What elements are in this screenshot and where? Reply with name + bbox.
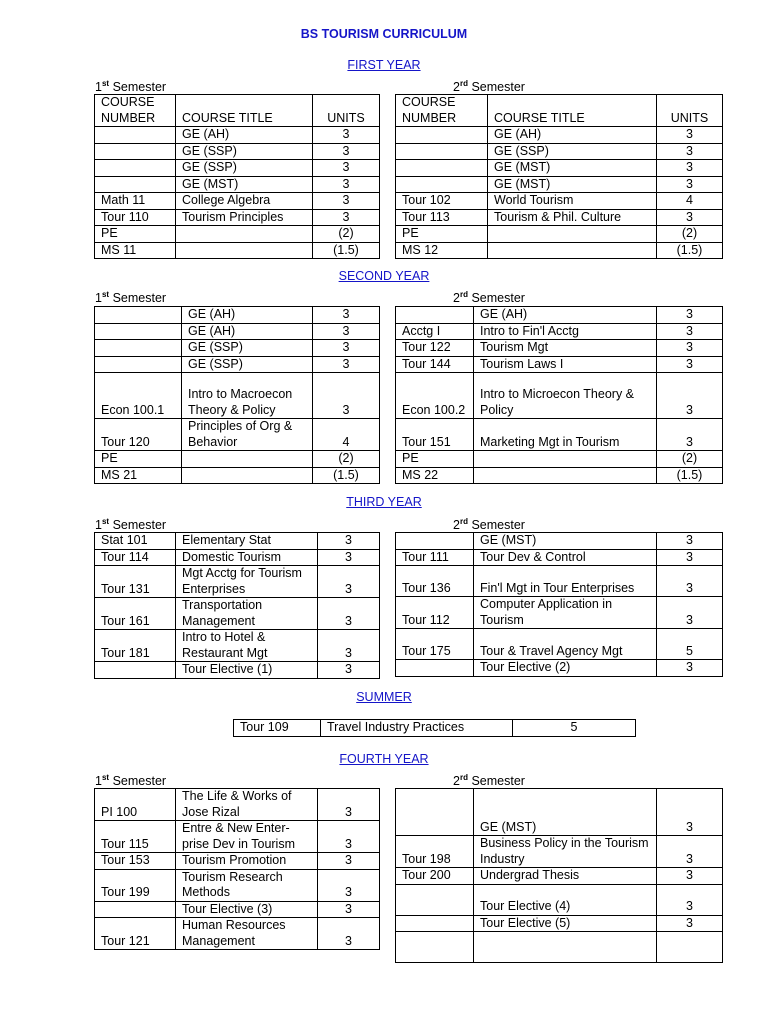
table-row <box>396 160 723 177</box>
course-units: 3 <box>657 549 723 566</box>
course-title: Human Resources Management <box>176 918 318 950</box>
course-number <box>95 356 182 373</box>
table-header-row <box>95 95 380 127</box>
course-number: MS 11 <box>95 242 176 259</box>
course-number: Tour 198 <box>396 836 474 868</box>
course-number <box>396 143 488 160</box>
course-number <box>95 143 176 160</box>
table-row <box>396 340 723 357</box>
table-row <box>396 419 723 451</box>
course-title: Intro to Macroecon Theory & Policy <box>182 373 313 419</box>
course-title <box>182 451 313 468</box>
course-units: 3 <box>313 373 380 419</box>
course-number: Tour 112 <box>396 597 474 629</box>
course-number: MS 21 <box>95 467 182 484</box>
course-title: GE (AH) <box>182 323 313 340</box>
table-row <box>396 915 723 932</box>
course-units: 3 <box>313 160 380 177</box>
course-title: Principles of Org & Behavior <box>182 419 313 451</box>
table-header-row <box>396 95 723 127</box>
course-title: Tour Elective (3) <box>176 901 318 918</box>
course-title: Tourism & Phil. Culture <box>488 209 657 226</box>
y4-sem1-label: 1st Semester <box>95 773 167 789</box>
y3-sem2-label: 2rd Semester <box>453 517 525 533</box>
course-number <box>95 160 176 177</box>
course-units: 3 <box>657 127 723 144</box>
course-title <box>182 467 313 484</box>
course-number: Tour 113 <box>396 209 488 226</box>
course-units: 4 <box>313 419 380 451</box>
course-units: 4 <box>657 193 723 210</box>
course-units: 3 <box>657 868 723 885</box>
course-title: GE (AH) <box>488 127 657 144</box>
course-number: Tour 111 <box>396 549 474 566</box>
table-row <box>95 323 380 340</box>
y3-sem1-table <box>94 532 380 679</box>
table-row <box>396 373 723 419</box>
course-number: Tour 102 <box>396 193 488 210</box>
course-title: Domestic Tourism <box>176 549 318 566</box>
course-title: GE (SSP) <box>488 143 657 160</box>
course-number: Tour 161 <box>95 598 176 630</box>
header-course-title: COURSE TITLE <box>488 95 657 127</box>
course-number: Tour 121 <box>95 918 176 950</box>
course-units: 3 <box>313 307 380 324</box>
course-units: (2) <box>313 226 380 243</box>
course-units: 3 <box>657 323 723 340</box>
table-row <box>95 853 380 870</box>
course-units: 3 <box>657 836 723 868</box>
table-row <box>396 176 723 193</box>
course-units: 5 <box>513 720 636 737</box>
course-number: PE <box>95 451 182 468</box>
course-title: GE (AH) <box>474 307 657 324</box>
course-number <box>95 662 176 679</box>
course-number: Tour 131 <box>95 566 176 598</box>
course-number: Econ 100.2 <box>396 373 474 419</box>
course-units: 3 <box>657 566 723 597</box>
course-units: 3 <box>657 143 723 160</box>
course-units: 3 <box>318 598 380 630</box>
table-row <box>234 720 636 737</box>
course-title: Entre & New Enter-prise Dev in Tourism <box>176 821 318 853</box>
course-title: Mgt Acctg for Tourism Enterprises <box>176 566 318 598</box>
course-number <box>396 533 474 550</box>
course-number <box>396 884 474 915</box>
course-title: Intro to Microecon Theory & Policy <box>474 373 657 419</box>
table-row <box>396 209 723 226</box>
course-title: Tour Dev & Control <box>474 549 657 566</box>
header-course-number: COURSE NUMBER <box>95 95 176 127</box>
course-title: GE (MST) <box>488 160 657 177</box>
header-course-title: COURSE TITLE <box>176 95 313 127</box>
header-units: UNITS <box>313 95 380 127</box>
course-units: (2) <box>313 451 380 468</box>
course-units: 3 <box>318 549 380 566</box>
course-title: Tourism Promotion <box>176 853 318 870</box>
summer-heading: SUMMER <box>356 690 412 704</box>
course-title: The Life & Works of Jose Rizal <box>176 789 318 821</box>
course-units: 3 <box>318 901 380 918</box>
course-number <box>396 789 474 836</box>
course-number <box>396 176 488 193</box>
course-number: Tour 181 <box>95 630 176 662</box>
course-title: World Tourism <box>488 193 657 210</box>
y2-sem2-label: 2rd Semester <box>453 290 525 306</box>
course-units: 3 <box>313 176 380 193</box>
course-number: Tour 109 <box>234 720 321 737</box>
course-title: GE (MST) <box>488 176 657 193</box>
course-title: GE (AH) <box>176 127 313 144</box>
course-units: 3 <box>313 340 380 357</box>
course-title: Undergrad Thesis <box>474 868 657 885</box>
table-row <box>95 419 380 451</box>
table-row <box>396 549 723 566</box>
course-number: Tour 120 <box>95 419 182 451</box>
y1-sem1-table <box>94 94 380 259</box>
course-units: 5 <box>657 629 723 660</box>
table-row <box>396 629 723 660</box>
y4-sem2-table <box>395 788 723 963</box>
table-row <box>396 356 723 373</box>
course-units: 3 <box>318 533 380 550</box>
course-units: 3 <box>318 566 380 598</box>
y1-sem2-table <box>395 94 723 259</box>
table-row <box>396 127 723 144</box>
course-units: 3 <box>318 853 380 870</box>
course-title: Tourism Laws I <box>474 356 657 373</box>
course-title: Intro to Hotel & Restaurant Mgt <box>176 630 318 662</box>
header-course-number: COURSE NUMBER <box>396 95 488 127</box>
course-title: Tour Elective (5) <box>474 915 657 932</box>
course-title: Intro to Fin'l Acctg <box>474 323 657 340</box>
table-row <box>95 340 380 357</box>
table-row <box>396 143 723 160</box>
course-units: (1.5) <box>657 467 723 484</box>
course-units: 3 <box>318 821 380 853</box>
table-row <box>95 630 380 662</box>
table-row <box>396 467 723 484</box>
course-title: Computer Application in Tourism <box>474 597 657 629</box>
course-title: Travel Industry Practices <box>321 720 513 737</box>
course-units: 3 <box>313 127 380 144</box>
course-title: Fin'l Mgt in Tour Enterprises <box>474 566 657 597</box>
course-title: Tourism Principles <box>176 209 313 226</box>
course-title: College Algebra <box>176 193 313 210</box>
y3-sem2-table <box>395 532 723 677</box>
table-row <box>396 451 723 468</box>
course-title <box>176 226 313 243</box>
table-row <box>396 597 723 629</box>
course-units: 3 <box>318 869 380 901</box>
table-row <box>95 549 380 566</box>
y2-sem1-table <box>94 306 380 484</box>
table-row <box>396 884 723 915</box>
course-title: GE (SSP) <box>176 143 313 160</box>
course-units <box>657 932 723 963</box>
table-row <box>95 662 380 679</box>
course-units: 3 <box>657 209 723 226</box>
table-row <box>396 868 723 885</box>
course-number: PE <box>396 451 474 468</box>
course-units: 3 <box>657 597 723 629</box>
course-units: 3 <box>657 915 723 932</box>
table-row <box>95 451 380 468</box>
course-number: MS 12 <box>396 242 488 259</box>
course-number: Tour 175 <box>396 629 474 660</box>
table-row <box>396 932 723 963</box>
table-row <box>95 176 380 193</box>
course-title <box>474 932 657 963</box>
table-row <box>396 193 723 210</box>
table-row <box>95 160 380 177</box>
course-units: 3 <box>313 323 380 340</box>
header-units: UNITS <box>657 95 723 127</box>
course-units: 3 <box>657 533 723 550</box>
course-number: Tour 151 <box>396 419 474 451</box>
course-number <box>95 901 176 918</box>
course-units: 3 <box>657 419 723 451</box>
table-row <box>396 533 723 550</box>
course-number: Tour 199 <box>95 869 176 901</box>
y4-sem1-table <box>94 788 380 950</box>
course-number: Tour 200 <box>396 868 474 885</box>
course-number: Tour 110 <box>95 209 176 226</box>
course-number: PI 100 <box>95 789 176 821</box>
course-number <box>396 160 488 177</box>
course-title: GE (SSP) <box>182 340 313 357</box>
course-units: 3 <box>657 160 723 177</box>
course-units: 3 <box>313 143 380 160</box>
course-units: 3 <box>657 340 723 357</box>
course-number: Tour 114 <box>95 549 176 566</box>
course-title <box>474 451 657 468</box>
course-title: GE (MST) <box>474 533 657 550</box>
course-units: 3 <box>657 356 723 373</box>
course-units: 3 <box>657 660 723 677</box>
course-title: Tour Elective (4) <box>474 884 657 915</box>
y2-sem2-table <box>395 306 723 484</box>
course-number <box>396 307 474 324</box>
table-row <box>95 566 380 598</box>
course-number: Econ 100.1 <box>95 373 182 419</box>
third-year-heading: THIRD YEAR <box>346 495 422 509</box>
course-number <box>95 307 182 324</box>
course-number: Tour 153 <box>95 853 176 870</box>
first-year-heading: FIRST YEAR <box>347 58 421 72</box>
table-row <box>95 127 380 144</box>
course-number: Stat 101 <box>95 533 176 550</box>
course-units: (1.5) <box>657 242 723 259</box>
course-title: Tour Elective (2) <box>474 660 657 677</box>
course-number <box>396 932 474 963</box>
course-units: 3 <box>657 373 723 419</box>
table-row <box>95 467 380 484</box>
course-number <box>396 915 474 932</box>
course-units: 3 <box>313 193 380 210</box>
y1-sem1-label: 1st Semester <box>95 79 167 95</box>
table-row <box>95 598 380 630</box>
second-year-heading: SECOND YEAR <box>338 269 430 283</box>
course-title: GE (AH) <box>182 307 313 324</box>
table-row <box>95 918 380 950</box>
course-units: 3 <box>318 789 380 821</box>
course-units: (2) <box>657 226 723 243</box>
page-title: BS TOURISM CURRICULUM <box>300 27 468 41</box>
table-row <box>95 821 380 853</box>
course-title: Business Policy in the Tourism Industry <box>474 836 657 868</box>
course-title: Elementary Stat <box>176 533 318 550</box>
course-number: Tour 115 <box>95 821 176 853</box>
y2-sem1-label: 1st Semester <box>95 290 167 306</box>
table-row <box>95 193 380 210</box>
table-row <box>95 143 380 160</box>
course-title <box>488 242 657 259</box>
course-number <box>95 176 176 193</box>
course-units: 3 <box>657 884 723 915</box>
course-number: MS 22 <box>396 467 474 484</box>
table-row <box>95 869 380 901</box>
course-number <box>396 660 474 677</box>
table-row <box>396 323 723 340</box>
table-row <box>95 789 380 821</box>
table-row <box>95 533 380 550</box>
table-row <box>396 226 723 243</box>
course-title <box>474 467 657 484</box>
course-number: Acctg I <box>396 323 474 340</box>
y3-sem1-label: 1st Semester <box>95 517 167 533</box>
table-row <box>95 373 380 419</box>
fourth-year-heading: FOURTH YEAR <box>339 752 429 766</box>
course-units: (1.5) <box>313 467 380 484</box>
course-number <box>95 323 182 340</box>
course-title <box>176 242 313 259</box>
y1-sem2-label: 2rd Semester <box>453 79 525 95</box>
course-title: Tour Elective (1) <box>176 662 318 679</box>
course-units: 3 <box>313 209 380 226</box>
table-row <box>95 307 380 324</box>
course-number: Tour 122 <box>396 340 474 357</box>
course-units: 3 <box>657 789 723 836</box>
course-title: Transportation Management <box>176 598 318 630</box>
y4-sem2-label: 2rd Semester <box>453 773 525 789</box>
course-title: GE (SSP) <box>176 160 313 177</box>
table-row <box>396 307 723 324</box>
course-units: (1.5) <box>313 242 380 259</box>
summer-table <box>233 719 636 737</box>
course-number: Tour 136 <box>396 566 474 597</box>
table-row <box>95 901 380 918</box>
course-title: Tourism Research Methods <box>176 869 318 901</box>
course-units: 3 <box>657 176 723 193</box>
course-title: GE (SSP) <box>182 356 313 373</box>
table-row <box>95 242 380 259</box>
course-units: 3 <box>318 630 380 662</box>
table-row <box>396 836 723 868</box>
table-row <box>95 226 380 243</box>
course-number <box>95 340 182 357</box>
course-number <box>95 127 176 144</box>
course-units: 3 <box>313 356 380 373</box>
table-row <box>396 566 723 597</box>
table-row <box>95 356 380 373</box>
course-number: PE <box>95 226 176 243</box>
course-title <box>488 226 657 243</box>
course-number <box>396 127 488 144</box>
table-row <box>95 209 380 226</box>
table-row <box>396 242 723 259</box>
table-row <box>396 789 723 836</box>
course-units: 3 <box>657 307 723 324</box>
course-units: 3 <box>318 662 380 679</box>
course-title: Marketing Mgt in Tourism <box>474 419 657 451</box>
course-title: Tour & Travel Agency Mgt <box>474 629 657 660</box>
course-number: PE <box>396 226 488 243</box>
course-title: GE (MST) <box>474 789 657 836</box>
course-title: Tourism Mgt <box>474 340 657 357</box>
course-number: Math 11 <box>95 193 176 210</box>
course-title: GE (MST) <box>176 176 313 193</box>
course-number: Tour 144 <box>396 356 474 373</box>
table-row <box>396 660 723 677</box>
course-units: 3 <box>318 918 380 950</box>
course-units: (2) <box>657 451 723 468</box>
